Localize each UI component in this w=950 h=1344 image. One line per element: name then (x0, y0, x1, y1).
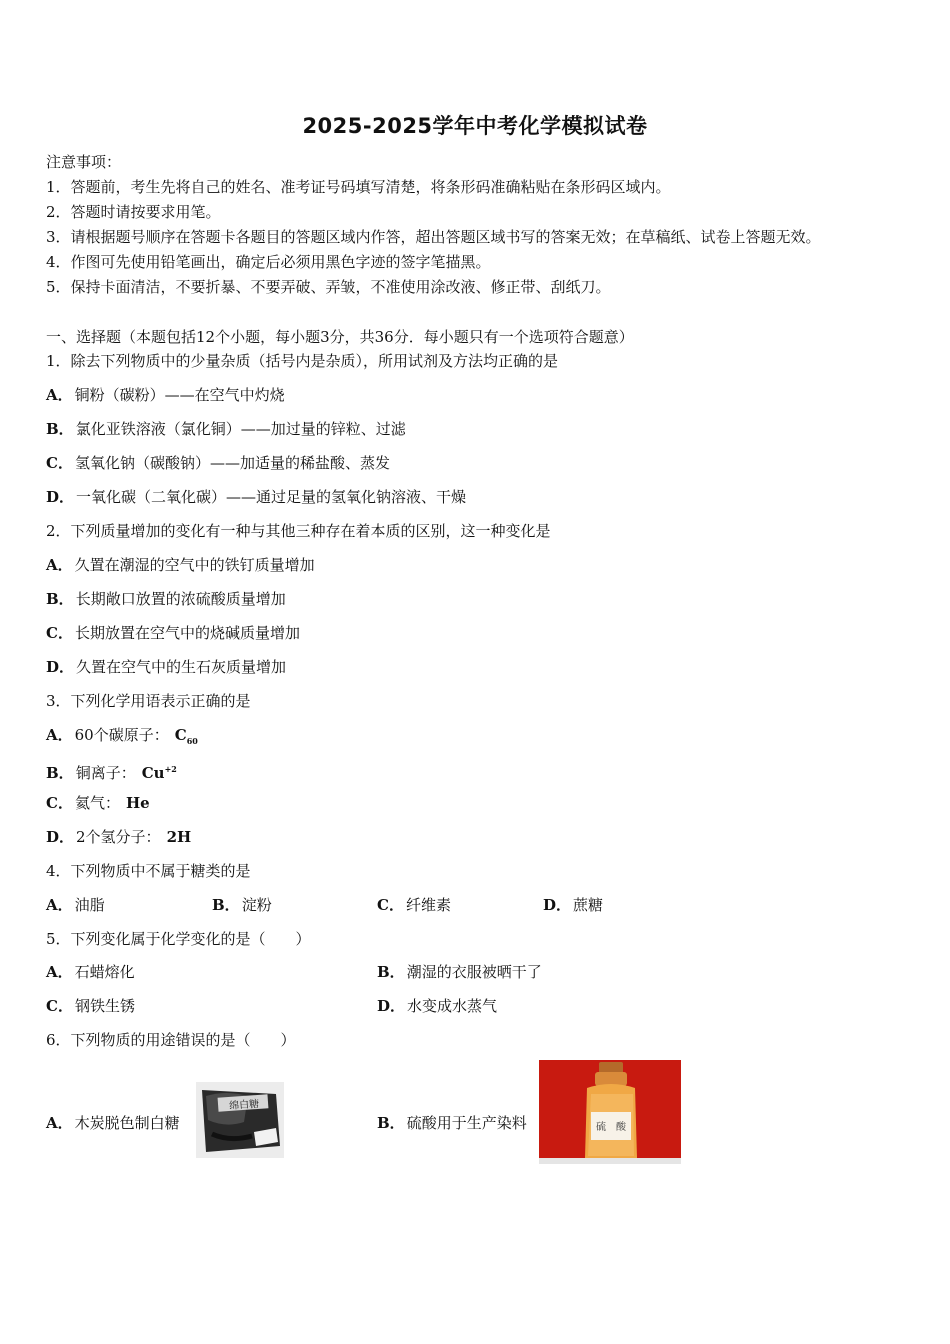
notice-item: 5．保持卡面清洁，不要折暴、不要弄破、弄皱，不准使用涂改液、修正带、刮纸刀。 (46, 278, 611, 296)
question-stem: 3．下列化学用语表示正确的是 (46, 692, 251, 710)
option-item (46, 962, 135, 982)
notice-item: 1．答题前，考生先将自己的姓名、准考证号码填写清楚，将条形码准确粘贴在条形码区域内。 (46, 178, 671, 196)
option-item (46, 657, 286, 677)
option-label: B． (46, 590, 74, 608)
option-label: B． (377, 1114, 405, 1132)
option-text: 长期放置在空气中的烧碱质量增加 (74, 624, 300, 642)
notice-heading: 注意事项： (46, 153, 122, 171)
option-label: D． (46, 658, 75, 676)
sugar-bag-label: 绵白糖 (228, 1098, 260, 1112)
option-item (46, 385, 285, 405)
option-label: D． (377, 997, 406, 1015)
question-stem: 4．下列物质中不属于糖类的是 (46, 862, 251, 880)
option-text: 石蜡熔化 (74, 963, 135, 981)
option-label: D． (46, 488, 75, 506)
option-text: 久置在潮湿的空气中的铁钉质量增加 (74, 556, 315, 574)
chemical-formula: C (174, 726, 187, 744)
bottle-label: 硫 酸 (596, 1122, 626, 1133)
chemical-formula: He (125, 794, 150, 812)
option-text: 蔗糖 (573, 896, 604, 914)
formula-superscript: +2 (164, 764, 177, 774)
chemical-formula: Cu (141, 764, 165, 782)
option-text: 淀粉 (241, 896, 272, 914)
option-item (46, 555, 315, 575)
option-item (46, 589, 286, 609)
option-text: 2个氢分子： (76, 828, 161, 846)
option-item (46, 793, 150, 813)
formula-subscript: 60 (186, 736, 198, 746)
question-stem: 6．下列物质的用途错误的是（ ） (46, 1031, 296, 1049)
option-item (46, 895, 105, 915)
option-text: 一氧化碳（二氧化碳）——通过足量的氢氧化钠溶液、干燥 (76, 488, 467, 506)
page-title: 2025-2025学年中考化学模拟试卷 (302, 114, 648, 138)
option-item (377, 895, 451, 915)
option-text: 硫酸用于生产染料 (406, 1114, 527, 1132)
option-label: A． (46, 386, 73, 404)
option-text: 久置在空气中的生石灰质量增加 (76, 658, 287, 676)
option-label: C． (46, 624, 73, 642)
option-item (46, 623, 300, 643)
option-text: 长期敞口放置的浓硫酸质量增加 (75, 590, 286, 608)
option-label: A． (46, 963, 73, 981)
notice-item: 4．作图可先使用铅笔画出，确定后必须用黑色字迹的签字笔描黑。 (46, 253, 491, 271)
option-label: D． (46, 828, 75, 846)
notice-item: 3．请根据题号顺序在答题卡各题目的答题区域内作答，超出答题区域书写的答案无效；在草稿纸、试卷上答题无效。 (46, 228, 821, 246)
option-item (46, 759, 177, 783)
option-label: D． (543, 896, 572, 914)
option-item (212, 895, 272, 915)
option-label: A． (46, 556, 73, 574)
option-label: B． (377, 963, 405, 981)
question-stem: 2．下列质量增加的变化有一种与其他三种存在着本质的区别，这一种变化是 (46, 522, 551, 540)
option-text: 铜粉（碳粉）——在空气中灼烧 (74, 386, 285, 404)
option-item (377, 1113, 527, 1133)
option-text: 氢氧化钠（碳酸钠）——加适量的稀盐酸、蒸发 (74, 454, 390, 472)
option-item (46, 419, 406, 439)
notice-item: 2．答题时请按要求用笔。 (46, 203, 221, 221)
option-text: 纤维素 (405, 896, 451, 914)
sugar-bag-illustration (196, 1082, 284, 1158)
option-text: 氯化亚铁溶液（氯化铜）——加过量的锌粒、过滤 (75, 420, 406, 438)
option-text: 潮湿的衣服被晒干了 (406, 963, 542, 981)
sulfuric-acid-bottle-image (539, 1060, 681, 1164)
question-stem: 1．除去下列物质中的少量杂质（括号内是杂质），所用试剂及方法均正确的是 (46, 352, 559, 370)
option-text: 油脂 (74, 896, 105, 914)
acid-bottle-illustration (539, 1060, 681, 1164)
option-item (46, 827, 191, 847)
option-item (46, 1113, 180, 1133)
option-label: A． (46, 896, 73, 914)
option-label: B． (212, 896, 240, 914)
option-item (543, 895, 603, 915)
option-label: B． (46, 420, 74, 438)
option-label: B． (46, 764, 74, 782)
option-text: 60个碳原子： (74, 726, 169, 744)
option-text: 氦气： (74, 794, 120, 812)
sugar-bag-image (196, 1082, 284, 1158)
option-text: 水变成水蒸气 (407, 997, 498, 1015)
option-item (46, 453, 390, 473)
option-item (46, 996, 135, 1016)
option-label: C． (46, 794, 73, 812)
option-item (46, 725, 198, 751)
option-item (46, 487, 466, 507)
option-text: 钢铁生锈 (74, 997, 135, 1015)
question-stem: 5．下列变化属于化学变化的是（ ） (46, 930, 311, 948)
section-heading: 一、选择题（本题包括12个小题，每小题3分，共36分．每小题只有一个选项符合题意） (46, 328, 634, 346)
option-text: 铜离子： (75, 764, 136, 782)
option-item (377, 962, 542, 982)
chemical-formula: 2H (166, 828, 192, 846)
option-label: A． (46, 1114, 73, 1132)
option-label: A． (46, 726, 73, 744)
option-item (377, 996, 497, 1016)
option-text: 木炭脱色制白糖 (74, 1114, 180, 1132)
option-label: C． (46, 997, 73, 1015)
option-label: C． (377, 896, 404, 914)
option-label: C． (46, 454, 73, 472)
